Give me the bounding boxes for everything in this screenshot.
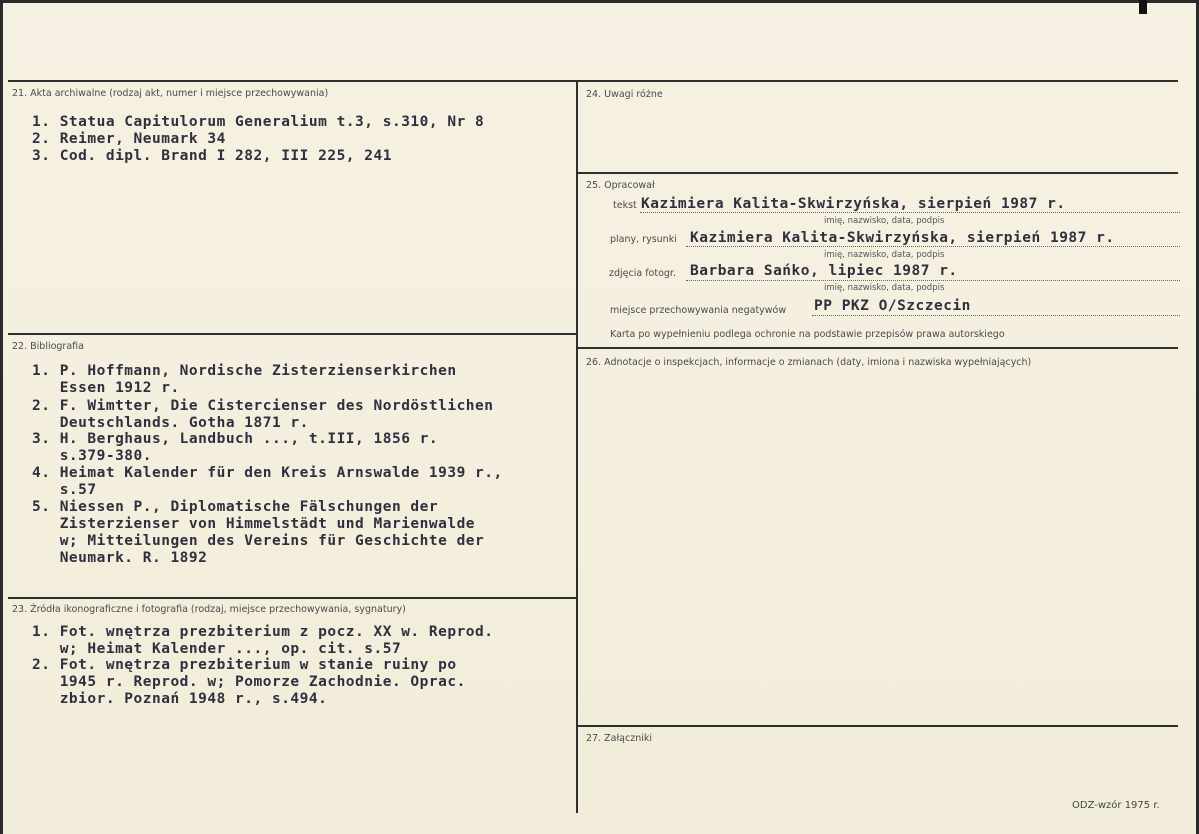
section-21-item-1: 1. Statua Capitulorum Generalium t.3, s.310, Nr 8 [32,114,485,130]
zdjecia-hint: imię, nazwisko, data, podpis [824,283,945,293]
plany-hint: imię, nazwisko, data, podpis [824,250,945,260]
plany-label: plany, rysunki [610,234,677,245]
section-21-item-2: 2. Reimer, Neumark 34 [32,131,226,147]
tekst-label: tekst [613,200,637,211]
top-rule [8,80,1178,82]
section-21-label: 21. Akta archiwalne (rodzaj akt, numer i miejsce przechowywania) [12,88,329,99]
tekst-value: Kazimiera Kalita-Skwirzyńska, sierpień 1987 r. [641,196,1066,212]
section-23-label: 23. Źródła ikonograficzne i fotografia (rodzaj, miejsce przechowywania, sygnatury) [12,604,406,615]
section-22-item-1: 1. P. Hoffmann, Nordische Zisterzienserkirchen Essen 1912 r. [32,363,457,396]
section-23-item-2: 2. Fot. wnętrza prezbiterium w stanie ruiny po 1945 r. Reprod. w; Pomorze Zachodnie. Oprac. zbior. Poznań 1948 r., s.494. [32,657,466,707]
corner-mark [1139,0,1147,14]
section-22-item-4: 4. Heimat Kalender für den Kreis Arnswalde 1939 r., s.57 [32,465,503,498]
rule-26-27 [576,725,1178,727]
plany-value: Kazimiera Kalita-Skwirzyńska, sierpień 1987 r. [690,230,1115,246]
tekst-line [640,212,1180,213]
card-top-edge [0,0,1199,3]
zdjecia-value: Barbara Sańko, lipiec 1987 r. [690,263,958,279]
plany-line [686,246,1180,247]
section-24-label: 24. Uwagi różne [586,89,663,100]
copyright-notice: Karta po wypełnieniu podlega ochronie na podstawie przepisów prawa autorskiego [610,329,1005,340]
section-26-label: 26. Adnotacje o inspekcjach, informacje o zmianach (daty, imiona i nazwiska wypełniających) [586,357,1032,368]
negatywy-line [812,315,1180,316]
section-22-item-2: 2. F. Wimtter, Die Cistercienser des Nordöstlichen Deutschlands. Gotha 1871 r. [32,398,494,431]
section-22-item-5: 5. Niessen P., Diplomatische Fälschungen der Zisterzienser von Himmelstädt und Marienwalde w; Mitteilungen des Vereins für Geschichte der Neumark. R. 1892 [32,499,485,566]
rule-24-25 [576,172,1178,174]
zdjecia-label: zdjęcia fotogr. [609,268,676,279]
tekst-hint: imię, nazwisko, data, podpis [824,216,945,226]
rule-21-22 [8,333,576,335]
section-22-label: 22. Bibliografia [12,341,84,352]
section-25-label: 25. Opracował [586,180,655,191]
zdjecia-line [686,280,1180,281]
section-21-item-3: 3. Cod. dipl. Brand I 282, III 225, 241 [32,148,392,164]
section-27-label: 27. Załączniki [586,733,652,744]
section-23-item-1: 1. Fot. wnętrza prezbiterium z pocz. XX w. Reprod. w; Heimat Kalender ..., op. cit. s.57 [32,624,494,657]
form-code: ODZ-wzór 1975 r. [1072,800,1160,811]
negatywy-value: PP PKZ O/Szczecin [814,298,971,314]
rule-25-26 [576,347,1178,349]
center-divider [576,80,578,813]
section-22-item-3: 3. H. Berghaus, Landbuch ..., t.III, 1856 r. s.379-380. [32,431,439,464]
rule-22-23 [8,597,576,599]
card-left-edge [0,0,3,834]
negatywy-label: miejsce przechowywania negatywów [610,305,787,316]
